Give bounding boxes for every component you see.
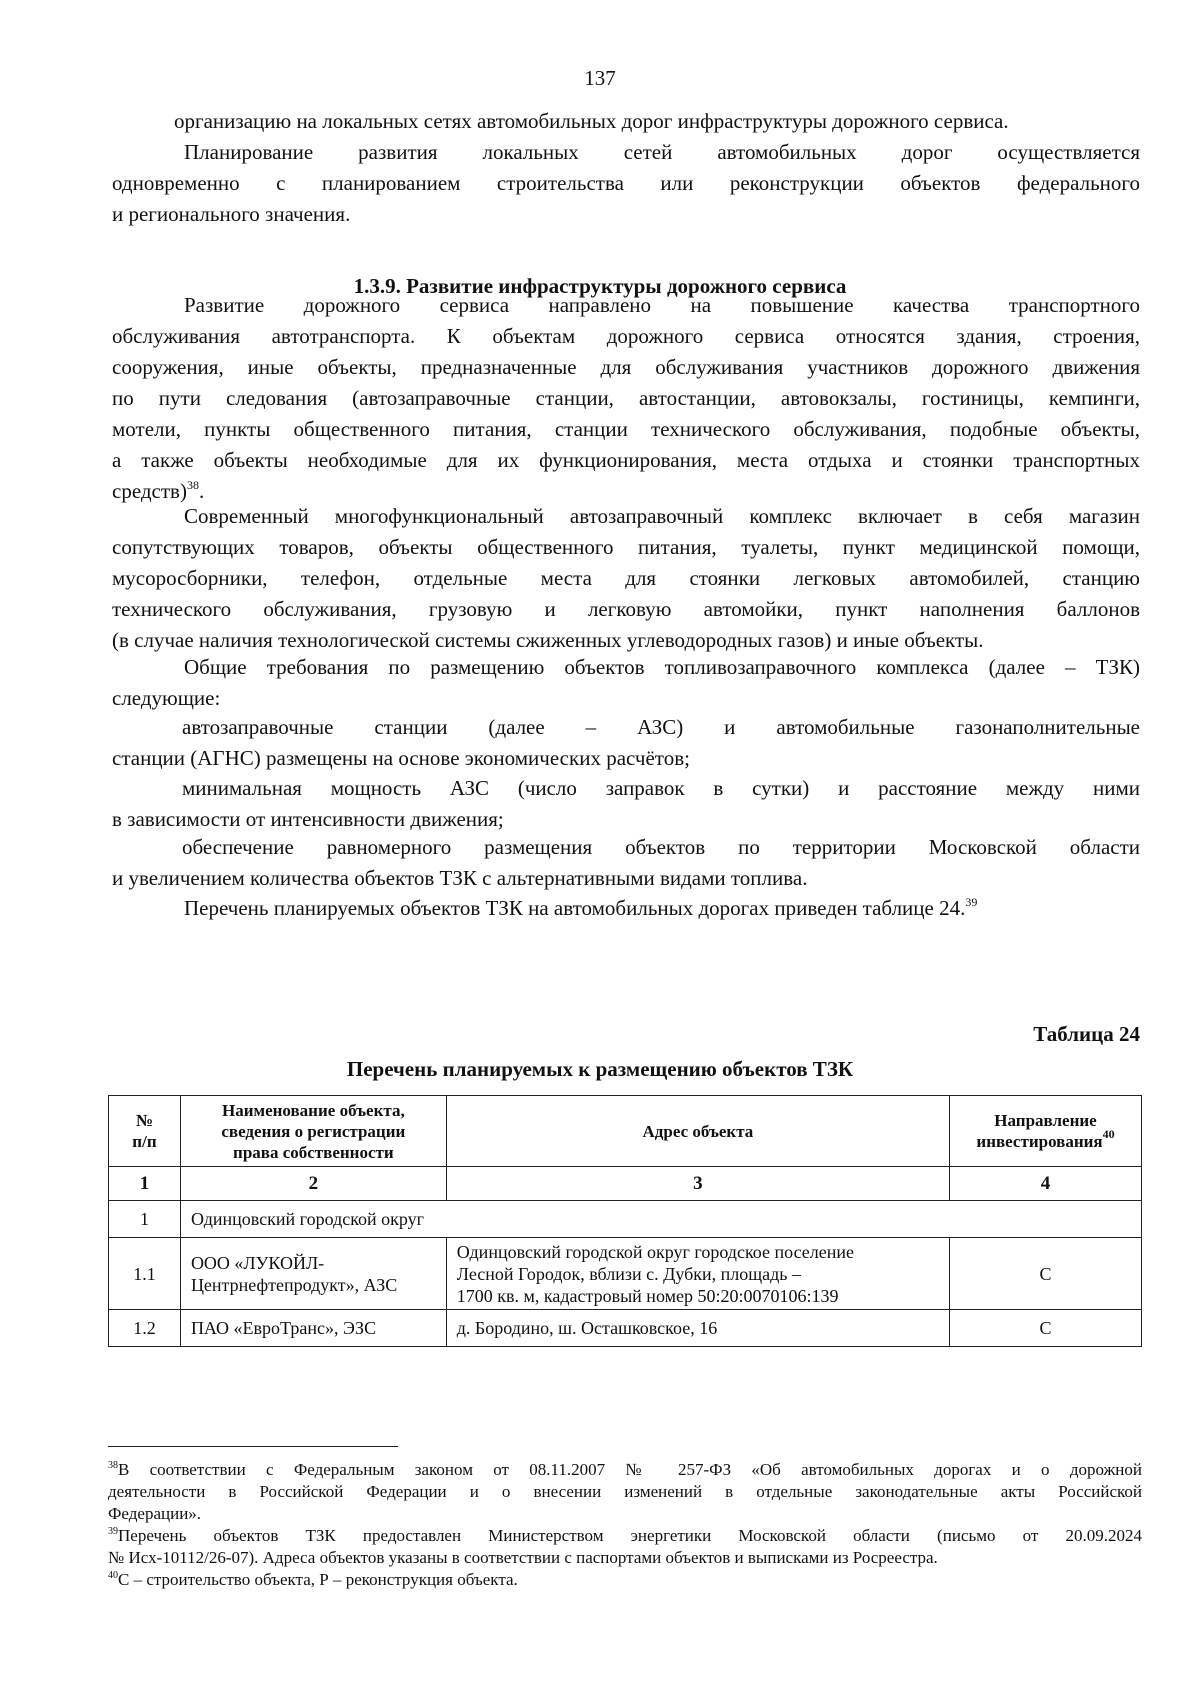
text-fragment: В соответствии с Федеральным законом от 08.11.2007 № 257-ФЗ «Об автомобильных дорогах и о дорожной [118, 1460, 1142, 1479]
text-line: Современный многофункциональный автозаправочный комплекс включает в себя магазин [184, 504, 1140, 528]
paragraph-complex [112, 501, 1140, 656]
header-num: № п/п [109, 1096, 181, 1167]
footnote-38 [108, 1459, 1142, 1525]
footnote-marker: 40 [108, 1570, 118, 1581]
column-number: 4 [950, 1167, 1142, 1201]
footnote-39 [108, 1525, 1142, 1569]
text-line: Федерации». [108, 1504, 202, 1523]
footnote-ref: 39 [965, 895, 978, 909]
text-line: станции (АГНС) размещены на основе экономических расчётов; [112, 746, 690, 770]
text-line: деятельности в Российской Федерации и о внесении изменений в отдельные законодательные акты Российской [108, 1482, 1142, 1501]
cell-object-name: ПАО «ЕвроТранс», ЭЗС [180, 1310, 446, 1347]
text-fragment: Перечень планируемых объектов ТЗК на автомобильных дорогах приведен таблице 24. [184, 896, 966, 920]
footnote-40 [108, 1569, 1142, 1591]
footnote-ref: 40 [1102, 1127, 1115, 1141]
text-line: и регионального значения. [112, 202, 351, 226]
text-line: сооружения, иные объекты, предназначенные для обслуживания участников дорожного движения [112, 355, 1140, 379]
footnote-marker: 39 [108, 1526, 118, 1537]
text-fragment: . [198, 479, 205, 503]
table-header-row [109, 1096, 1142, 1167]
intro-text [112, 106, 1140, 230]
cell-group-name: Одинцовский городской округ [180, 1201, 1141, 1238]
table-column-numbers [109, 1167, 1142, 1201]
text-line: и увеличением количества объектов ТЗК с альтернативными видами топлива. [112, 866, 808, 890]
text-line: а также объекты необходимые для их функционирования, места отдыха и стоянки транспортных [112, 448, 1140, 472]
cell-address: Одинцовский городской округ городское поселение Лесной Городок, вблизи с. Дубки, площадь – 1700 кв. м, кадастровый номер 50:20:0070106:139 [446, 1238, 949, 1310]
text-fragment: средств) [112, 479, 187, 503]
text-line: № Исх-10112/26-07). Адреса объектов указаны в соответствии с паспортами объектов и выписками из Росреестра. [108, 1548, 938, 1567]
paragraph-requirements [112, 652, 1140, 714]
text-line: Развитие дорожного сервиса направлено на повышение качества транспортного [184, 293, 1140, 317]
footnote-marker: 38 [108, 1460, 118, 1471]
footnote-ref: 38 [186, 478, 199, 492]
section-heading: 1.3.9. Развитие инфраструктуры дорожного сервиса [353, 274, 847, 298]
cell-address: д. Бородино, ш. Осташковское, 16 [446, 1310, 949, 1347]
text-line: мусоросборники, телефон, отдельные места для стоянки легковых автомобилей, станцию [112, 566, 1140, 590]
text-line: одновременно с планированием строительства или реконструкции объектов федерального [112, 171, 1140, 195]
text-line: минимальная мощность АЗС (число заправок в сутки) и расстояние между ними [182, 776, 1140, 800]
text-line [108, 1459, 1142, 1481]
footnote-divider [108, 1446, 398, 1447]
text-fragment: С – строительство объекта, Р – реконструкция объекта. [118, 1570, 518, 1589]
paragraph-capacity [112, 773, 1140, 835]
cell-num: 1.1 [109, 1238, 181, 1310]
page-number: 137 [584, 66, 616, 90]
text-line: в зависимости от интенсивности движения; [112, 807, 504, 831]
text-line [112, 893, 1140, 924]
cell-num: 1 [109, 1201, 181, 1238]
paragraph-list-ref [112, 893, 1140, 924]
text-line: организацию на локальных сетях автомобильных дорог инфраструктуры дорожного сервиса. [174, 109, 1009, 133]
cell-direction: С [950, 1310, 1142, 1347]
table-label: Таблица 24 [1033, 1022, 1140, 1046]
table-group-row [109, 1201, 1142, 1238]
text-line: следующие: [112, 686, 221, 710]
text-fragment: Перечень объектов ТЗК предоставлен Министерством энергетики Московской области (письмо от 20.09.2024 [118, 1526, 1142, 1545]
text-line: сопутствующих товаров, объекты общественного питания, туалеты, пункт медицинской помощи, [112, 535, 1140, 559]
column-number: 1 [109, 1167, 181, 1201]
column-number: 2 [180, 1167, 446, 1201]
paragraph-road-service [112, 290, 1140, 507]
text-line: технического обслуживания, грузовую и легковую автомойки, пункт наполнения баллонов [112, 597, 1140, 621]
cell-num: 1.2 [109, 1310, 181, 1347]
text-line: обеспечение равномерного размещения объектов по территории Московской области [182, 835, 1140, 859]
text-line [108, 1569, 1142, 1591]
table-row [109, 1238, 1142, 1310]
text-line [108, 1525, 1142, 1547]
text-line: Общие требования по размещению объектов топливозаправочного комплекса (далее – ТЗК) [184, 655, 1140, 679]
header-direction: Направление инвестирования$^{40}$ [950, 1096, 1142, 1167]
text-line: автозаправочные станции (далее – АЗС) и автомобильные газонаполнительные [182, 715, 1140, 739]
column-number: 3 [446, 1167, 949, 1201]
cell-direction: С [950, 1238, 1142, 1310]
table-title: Перечень планируемых к размещению объектов ТЗК [346, 1057, 854, 1081]
paragraph-azs [112, 712, 1140, 774]
text-line: мотели, пункты общественного питания, станции технического обслуживания, подобные объекты, [112, 417, 1140, 441]
text-line: по пути следования (автозаправочные станции, автостанции, автовокзалы, гостиницы, кемпинги, [112, 386, 1140, 410]
header-address: Адрес объекта [446, 1096, 949, 1167]
header-name: Наименование объекта, сведения о регистрации права собственности [180, 1096, 446, 1167]
cell-object-name: ООО «ЛУКОЙЛ- Центрнефтепродукт», АЗС [180, 1238, 446, 1310]
text-line: обслуживания автотранспорта. К объектам дорожного сервиса относятся здания, строения, [112, 324, 1140, 348]
text-line: (в случае наличия технологической системы сжиженных углеводородных газов) и иные объекты. [112, 628, 984, 652]
text-line: Планирование развития локальных сетей автомобильных дорог осуществляется [184, 140, 1140, 164]
paragraph-distribution [112, 832, 1140, 894]
tzk-table [108, 1095, 1142, 1347]
table-row [109, 1310, 1142, 1347]
